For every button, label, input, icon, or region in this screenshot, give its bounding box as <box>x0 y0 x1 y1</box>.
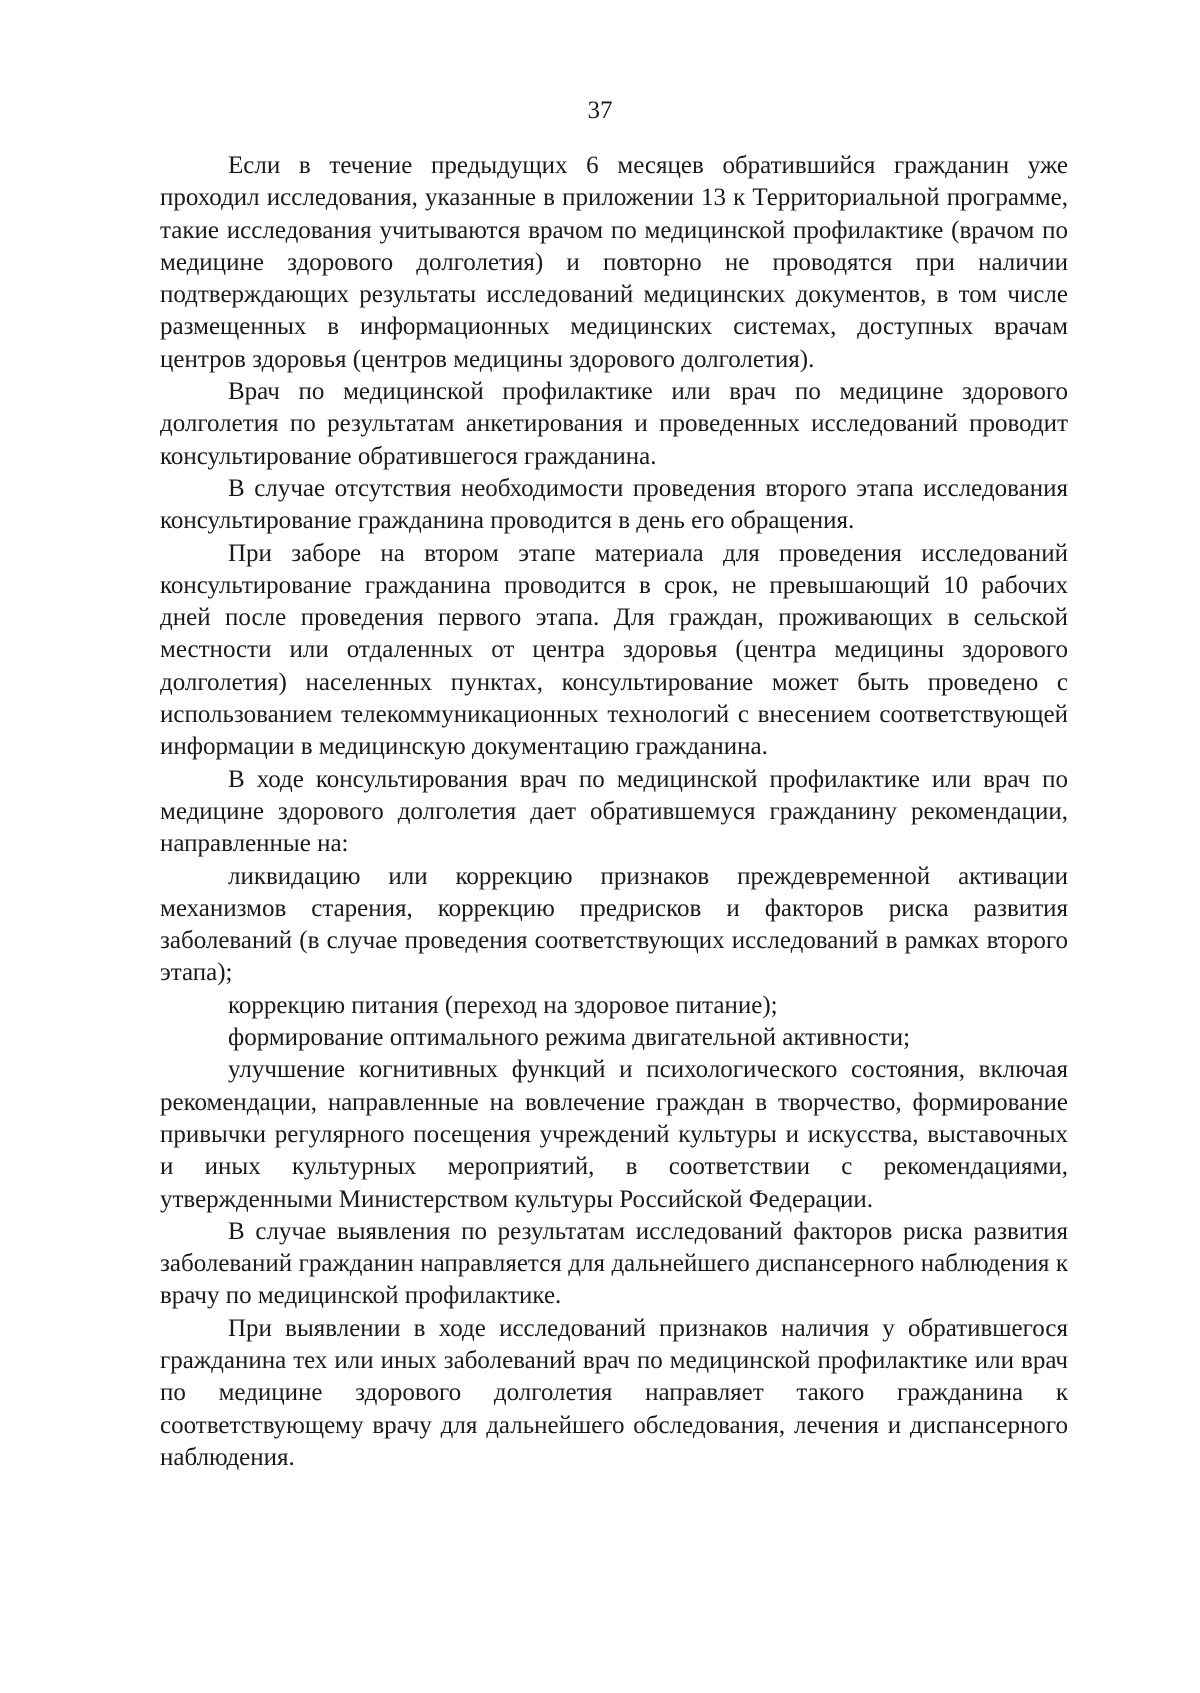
paragraph-risk-factors-referral: В случае выявления по результатам исследований факторов риска развития заболеваний гражданин направляется для дальнейшего диспансерного наблюдения к врачу по медицинской профилактике. <box>160 1217 1068 1310</box>
paragraph-previous-studies: Если в течение предыдущих 6 месяцев обратившийся гражданин уже проходил исследования, указанные в приложении 13 к Территориальной программе, такие исследования учитываются врачом по медицинской профилактике (врачом по медицине здорового долголетия) и повторно не проводятся при наличии подтверждающих результаты исследований медицинских документов, в том числе размещенных в информационных медицинских системах, доступных врачам центров здоровья (центров медицины здорового долголетия). <box>160 152 1068 373</box>
paragraph-disease-referral: При выявлении в ходе исследований признаков наличия у обратившегося гражданина тех или иных заболеваний врач по медицинской профилактике или врач по медицине здорового долголетия направляет такого гражданина к соответствующему врачу для дальнейшего обследования, лечения и диспансерного наблюдения. <box>160 1314 1068 1471</box>
paragraph-recommendation-aging: ликвидацию или коррекцию признаков преждевременной активации механизмов старения, коррекцию предрисков и факторов риска развития заболеваний (в случае проведения соответствующих исследований в рамках второго этапа); <box>160 862 1068 987</box>
paragraph-recommendation-cognitive: улучшение когнитивных функций и психологического состояния, включая рекомендации, направленные на вовлечение граждан в творчество, формирование привычки регулярного посещения учреждений культуры и искусства, выставочных и иных культурных мероприятий, в соответствии с рекомендациями, утвержденными Министерством культуры Российской Федерации. <box>160 1056 1068 1213</box>
document-body <box>160 150 1068 1474</box>
paragraph-no-second-stage: В случае отсутствия необходимости проведения второго этапа исследования консультирование гражданина проводится в день его обращения. <box>160 474 1068 535</box>
paragraph-second-stage-timing: При заборе на втором этапе материала для проведения исследований консультирование гражданина проводится в срок, не превышающий 10 рабочих дней после проведения первого этапа. Для граждан, проживающих в сельской местности или отдаленных от центра здоровья (центра медицины здорового долголетия) населенных пунктах, консультирование может быть проведено с использованием телекоммуникационных технологий с внесением соответствующей информации в медицинскую документацию гражданина. <box>160 539 1068 761</box>
page-number: 37 <box>587 97 613 124</box>
paragraph-recommendations-intro: В ходе консультирования врач по медицинской профилактике или врач по медицине здорового долголетия дает обратившемуся гражданину рекомендации, направленные на: <box>160 765 1068 858</box>
paragraph-recommendation-nutrition: коррекцию питания (переход на здоровое питание); <box>228 991 778 1019</box>
paragraph-doctor-consultation: Врач по медицинской профилактике или врач по медицине здорового долголетия по результатам анкетирования и проведенных исследований проводит консультирование обратившегося гражданина. <box>160 378 1068 470</box>
paragraph-recommendation-activity: формирование оптимального режима двигательной активности; <box>228 1024 911 1052</box>
